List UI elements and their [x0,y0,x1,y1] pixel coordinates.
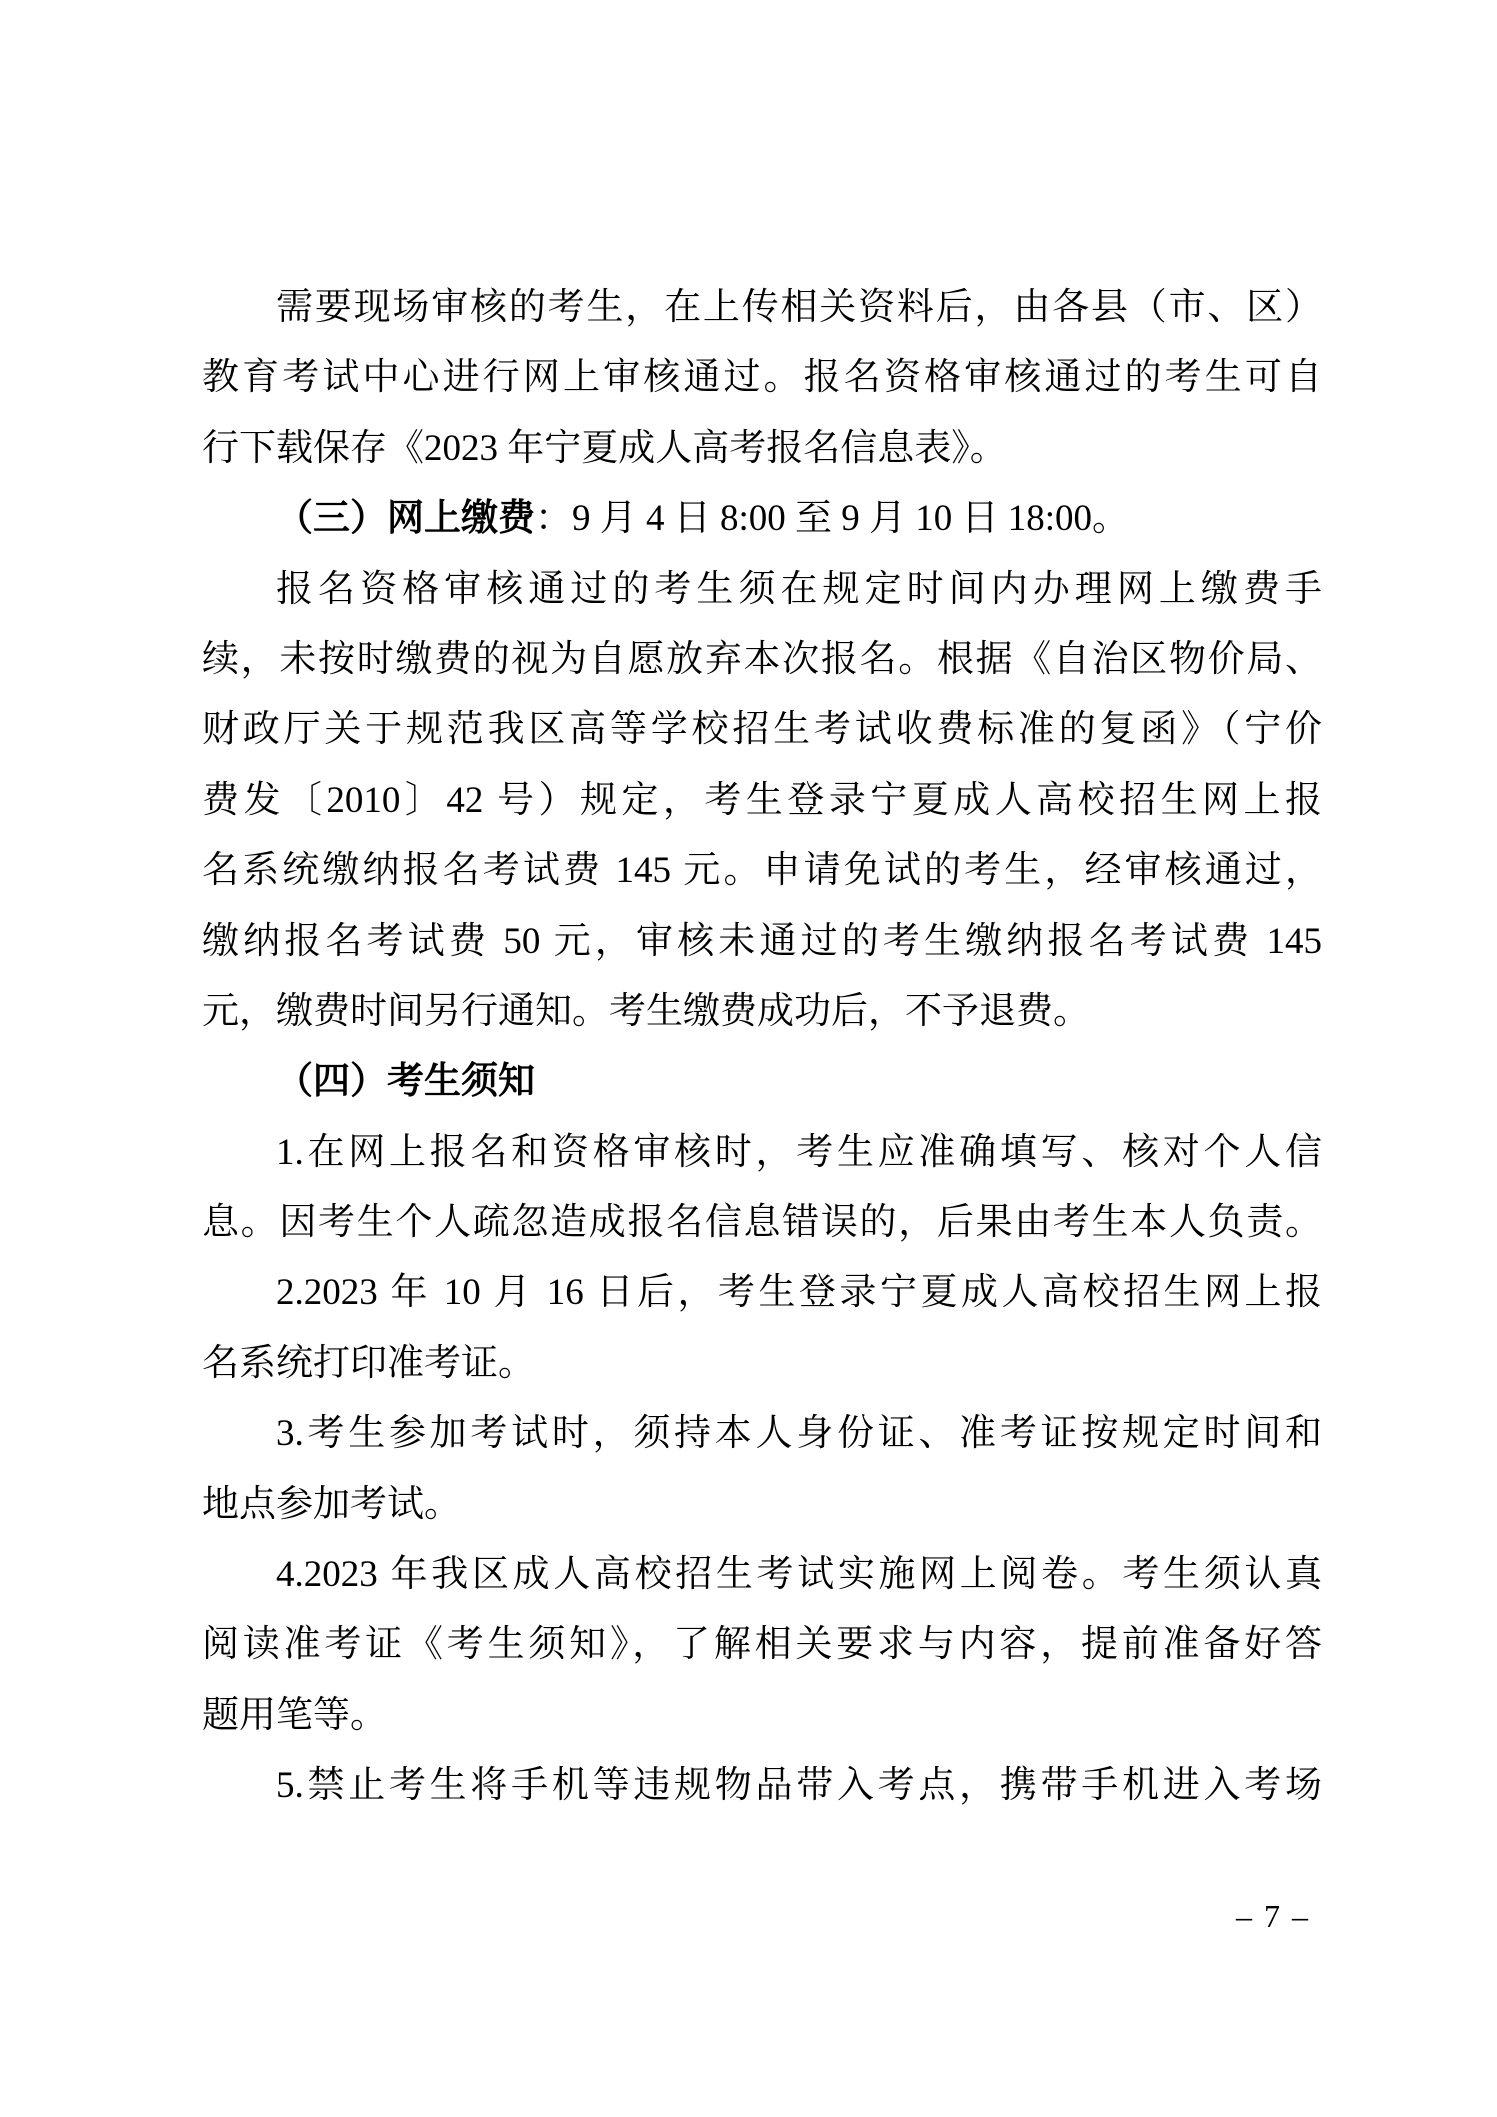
text-run: 续，未按时缴费的视为自愿放弃本次报名。根据《自治区物价局、 [202,638,1322,680]
text-line [202,555,1322,625]
text-run: 地点参加考试。 [202,1483,461,1525]
text-run: 财政厅关于规范我区高等学校招生考试收费标准的复函》（宁价 [202,709,1322,751]
section-heading-online-payment [202,484,1322,554]
text-line [202,695,1322,765]
text-run: 名系统打印准考证。 [202,1342,535,1384]
text-line [202,1681,1322,1751]
text-run: 2.2023 年 10 月 16 日后，考生登录宁夏成人高校招生网上报 [276,1272,1322,1314]
bold-run: （四）考生须知 [276,1061,535,1103]
text-run: 1.在网上报名和资格审核时，考生应准确填写、核对个人信 [276,1131,1322,1173]
text-run: 元，缴费时间另行通知。考生缴费成功后，不予退费。 [202,990,1090,1032]
text-run: 报名资格审核通过的考生须在规定时间内办理网上缴费手 [276,568,1322,610]
text-line [202,766,1322,836]
text-run: 教育考试中心进行网上审核通过。报名资格审核通过的考生可自 [202,357,1322,399]
bold-run: （三）网上缴费 [276,498,535,540]
text-run: 需要现场审核的考生，在上传相关资料后，由各县（市、区） [276,287,1322,328]
text-line [202,1610,1322,1680]
text-run: 名系统缴纳报名考试费 145 元。申请免试的考生，经审核通过， [202,850,1322,892]
text-line [202,1329,1322,1399]
text-line [202,1118,1322,1188]
text-line [202,1751,1322,1821]
document-body [202,273,1322,1822]
text-line [202,836,1322,906]
page-number: – 7 – [1236,1898,1310,1934]
text-line [202,977,1322,1047]
text-line [202,1258,1322,1328]
text-line [202,1540,1322,1610]
text-run: 缴纳报名考试费 50 元，审核未通过的考生缴纳报名考试费 145 [202,920,1322,962]
text-line [202,1399,1322,1469]
text-run: 4.2023 年我区成人高校招生考试实施网上阅卷。考生须认真 [276,1554,1322,1596]
text-line [202,625,1322,695]
text-run: 行下载保存《2023 年宁夏成人高考报名信息表》。 [202,427,1007,469]
text-line [202,1188,1322,1258]
text-run: 3.考生参加考试时，须持本人身份证、准考证按规定时间和 [276,1413,1322,1455]
text-run: 阅读准考证《考生须知》，了解相关要求与内容，提前准备好答 [202,1624,1322,1666]
section-heading-candidate-notice [202,1047,1322,1117]
text-line [202,273,1322,343]
text-run: 题用笔等。 [202,1694,387,1736]
text-run: 息。因考生个人疏忽造成报名信息错误的，后果由考生本人负责。 [202,1202,1322,1244]
text-line [202,907,1322,977]
text-line [202,1470,1322,1540]
text-run: 费发〔2010〕42 号）规定，考生登录宁夏成人高校招生网上报 [202,779,1322,821]
text-line [202,414,1322,484]
text-line [202,343,1322,413]
text-run: ：9 月 4 日 8:00 至 9 月 10 日 18:00。 [535,498,1130,540]
text-run: 5.禁止考生将手机等违规物品带入考点，携带手机进入考场 [276,1765,1322,1807]
